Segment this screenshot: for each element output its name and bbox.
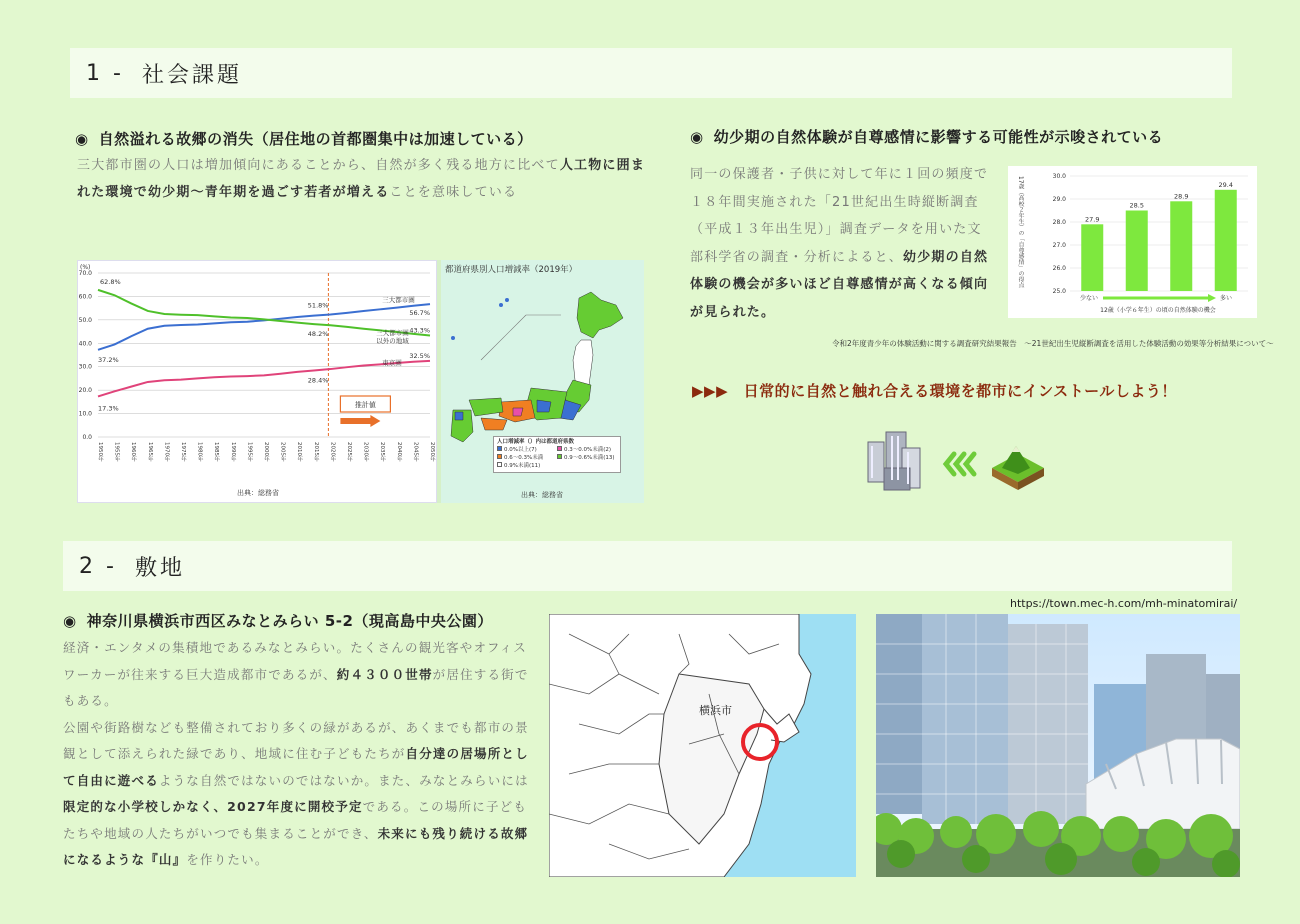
chugoku-shape xyxy=(469,398,503,416)
legend-swatch xyxy=(557,446,562,451)
yokohama-map xyxy=(549,614,856,877)
series-name-b2: 以外の地域 xyxy=(376,336,409,345)
osaka-shape xyxy=(513,408,523,416)
bar-chart-svg xyxy=(1008,166,1257,318)
city-to-mountain-illustration xyxy=(862,428,1052,498)
chart-panel xyxy=(77,260,644,503)
x-tick-label: 2005年 xyxy=(279,442,286,462)
label-mid-b: 48.2% xyxy=(307,330,329,339)
site-p2-bold2: 限定的な小学校しかなく、2027年度に開校予定 xyxy=(63,799,363,814)
site-p1-end: が居住する街でもある。 xyxy=(63,666,529,708)
label-end-a: 56.7% xyxy=(409,309,430,318)
left-heading xyxy=(75,128,533,149)
legend-swatch xyxy=(497,454,502,459)
legend-label: 0.9〜0.6%未満(13) xyxy=(564,455,615,461)
series-line-2 xyxy=(98,361,430,397)
section-2-title: 敷地 xyxy=(134,555,185,581)
y-unit-label: (%) xyxy=(80,264,91,271)
map-legend-item xyxy=(497,462,557,470)
map-legend-item xyxy=(497,454,557,462)
projection-label: 推計値 xyxy=(354,401,376,409)
section-1-number: 1 - xyxy=(86,60,124,86)
section-2-band xyxy=(63,541,1232,591)
label-mid-a: 51.8% xyxy=(307,301,329,310)
bar-value-label: 28.5 xyxy=(1129,201,1144,210)
right-heading-text: 幼少期の自然体験が自尊感情に影響する可能性が示唆されている xyxy=(713,128,1164,146)
legend-label: 0.9%未満(11) xyxy=(504,463,541,469)
legend-swatch xyxy=(497,446,502,451)
chevrons-left-icon xyxy=(946,454,974,474)
bar-chart-source: 令和2年度青少年の体験活動に関する調査研究結果報告 〜21世紀出生児縦断調査を活用した体験活動の効果等分析結果について〜 xyxy=(832,339,1274,348)
x-tick-label: 1950年 xyxy=(97,442,103,462)
x-tick-label: 2015年 xyxy=(312,442,319,462)
site-heading-text: 神奈川県横浜市西区みなとみらい 5-2（現高島中央公園） xyxy=(86,612,493,630)
x-tick-label: 1985年 xyxy=(213,442,220,462)
left-heading-text: 自然溢れる故郷の消失（居住地の首都圏集中は加速している） xyxy=(98,130,533,148)
site-p2-bold: 自分達の居場所として自由に遊べる xyxy=(63,746,529,788)
map-title: 都道府県別人口増減率（2019年） xyxy=(445,265,578,275)
legend-swatch xyxy=(557,454,562,459)
x-tick-label: 1975年 xyxy=(180,442,186,462)
projection-arrow xyxy=(340,415,380,427)
bar-value-label: 29.4 xyxy=(1218,180,1233,189)
bullet-icon: ◉ xyxy=(63,612,77,630)
site-p2: 公園や街路樹なども整備されており多くの緑があるが、あくまでも都市の景観として添えられた緑であり、地域に住む子どもたちが xyxy=(63,719,529,761)
x-arrow-head xyxy=(1208,294,1216,302)
map-legend xyxy=(493,436,621,473)
section-1-title: 社会課題 xyxy=(141,62,242,88)
x-tick-label: 2040年 xyxy=(395,442,402,462)
self-esteem-bar-chart xyxy=(1008,166,1257,318)
label-end-c: 32.5% xyxy=(409,351,430,360)
bar-y-tick: 30.0 xyxy=(1052,173,1066,180)
map-legend-item xyxy=(557,454,617,462)
left-para-1: 三大都市圏の人口は増加傾向にあることから、自然が多く残る地方に比べて xyxy=(77,158,560,173)
hokkaido-shape xyxy=(577,292,623,338)
map-source: 出典：総務省 xyxy=(521,491,563,499)
series-name-b1: 三大都市圏 xyxy=(376,328,409,337)
minatomirai-photo-svg xyxy=(876,614,1240,877)
fukuoka-shape xyxy=(455,412,463,420)
left-paragraph xyxy=(77,152,652,206)
x-tick-label: 2035年 xyxy=(379,442,386,462)
bar-value-label: 28.9 xyxy=(1174,192,1189,201)
x-tick-label: 1970年 xyxy=(163,442,170,462)
x-tick-label: 1980年 xyxy=(196,442,203,462)
bar-y-tick: 29.0 xyxy=(1052,196,1066,203)
minatomirai-photo xyxy=(876,614,1240,877)
bar-y-label: 17歳（高校２年生）の「自尊感情」の得点 xyxy=(1017,176,1023,288)
series-name-a: 三大都市圏 xyxy=(382,296,415,305)
site-paragraph xyxy=(63,635,535,874)
site-p1: 経済・エンタメの集積地であるみなとみらい。たくさんの観光客やオフィスワーカーが往来する巨大造成都市であるが、 xyxy=(63,640,527,682)
x-tick-label: 1965年 xyxy=(146,442,153,462)
label-start-c: 17.3% xyxy=(98,404,119,413)
yokohama-map-svg xyxy=(549,614,856,877)
label-mid-c: 28.4% xyxy=(307,376,329,385)
legend-label: 0.3〜0.0%未満(2) xyxy=(564,447,612,453)
legend-label: 0.6〜0.3%未満 xyxy=(504,455,544,461)
bar xyxy=(1126,211,1148,292)
line-chart-svg xyxy=(78,261,436,502)
right-paragraph xyxy=(690,161,995,326)
y-tick-label: 0.0 xyxy=(82,434,92,441)
left-para-bold: 人工物に囲まれた環境で幼少期〜青年期を過ごす若者が増える xyxy=(77,158,646,200)
x-tick-label: 1960年 xyxy=(130,442,137,462)
mountain-block-icon xyxy=(992,446,1044,490)
legend-label: 0.0%以上(7) xyxy=(504,447,537,453)
y-tick-label: 50.0 xyxy=(78,316,92,324)
bar-y-tick: 26.0 xyxy=(1052,265,1066,272)
map-legend-item xyxy=(497,446,557,454)
map-legend-title: 人口増減率（）内は都道府県数 xyxy=(497,439,575,445)
population-line-chart xyxy=(77,260,437,503)
right-para-bold: 幼少期の自然体験の機会が多いほど自尊感情が高くなる傾向が見られた。 xyxy=(690,249,989,320)
aichi-shape xyxy=(537,400,551,412)
bullet-icon: ◉ xyxy=(690,128,704,146)
bar-y-tick: 28.0 xyxy=(1052,219,1066,226)
bar-x-label: 12歳（小学６年生）の頃の自然体験の機会 xyxy=(1100,307,1216,314)
x-tick-label: 2000年 xyxy=(263,442,269,462)
label-start-a: 37.2% xyxy=(98,355,119,364)
series-name-c: 東京圏 xyxy=(382,359,402,368)
map-divider-line xyxy=(481,315,526,360)
section-1-band xyxy=(70,48,1232,98)
site-p2-end3: を作りたい。 xyxy=(186,852,269,867)
map-legend-items xyxy=(497,446,617,470)
bar xyxy=(1081,224,1103,291)
site-p2-bold3: 未来にも残り続ける故郷になるような『山』 xyxy=(63,825,529,867)
x-tick-label: 2030年 xyxy=(362,442,369,462)
x-tick-label: 2010年 xyxy=(296,442,303,462)
x-tick-label: 2045年 xyxy=(412,442,419,462)
x-tick-label: 1995年 xyxy=(246,442,253,462)
y-tick-label: 40.0 xyxy=(78,340,92,348)
x-tick-label: 1990年 xyxy=(229,442,236,462)
map-legend-item xyxy=(557,446,617,454)
city-buildings-icon xyxy=(868,432,920,490)
x-tick-label: 2050年 xyxy=(429,442,435,462)
japan-map-panel xyxy=(441,260,644,503)
x-low-label: 少ない xyxy=(1079,295,1098,302)
legend-swatch xyxy=(497,462,502,467)
site-heading xyxy=(63,610,493,631)
y-tick-label: 30.0 xyxy=(78,363,92,371)
okinawa-dot-3 xyxy=(451,336,455,340)
bar-y-tick: 25.0 xyxy=(1052,288,1066,295)
site-p1-bold: 約４３００世帯 xyxy=(336,666,433,682)
x-tick-label: 1955年 xyxy=(113,442,120,462)
y-tick-label: 70.0 xyxy=(78,270,92,277)
bullet-icon: ◉ xyxy=(75,130,89,148)
okinawa-dot-2 xyxy=(505,298,509,302)
x-high-label: 多い xyxy=(1220,295,1233,302)
bar-value-label: 27.9 xyxy=(1085,215,1100,224)
label-start-b: 62.8% xyxy=(100,277,121,286)
bar xyxy=(1215,190,1237,291)
left-para-2: ことを意味している xyxy=(389,185,518,200)
section-2-number: 2 - xyxy=(79,553,117,579)
site-p2-end: ような自然ではないのではないか。また、みなとみらいには xyxy=(158,772,529,788)
y-tick-label: 10.0 xyxy=(78,410,92,418)
y-tick-label: 60.0 xyxy=(78,293,92,301)
map-city-label: 横浜市 xyxy=(699,704,732,717)
line-chart-source: 出典：総務省 xyxy=(237,489,279,497)
source-url[interactable]: https://town.mec-h.com/mh-minatomirai/ xyxy=(1010,597,1238,610)
right-para-1: 同一の保護者・子供に対して年に１回の頻度で１８年間実施された「21世紀出生時縦断調査（平成１３年出生児）」調査データを用いた文部科学省の調査・分析によると、 xyxy=(690,167,989,265)
right-heading xyxy=(690,126,1163,147)
install-slogan: ▶▶▶ 日常的に自然と触れ合える環境を都市にインストールしよう！ xyxy=(692,382,1177,400)
label-end-b: 43.3% xyxy=(409,326,430,335)
y-tick-label: 20.0 xyxy=(78,387,92,395)
site-p2-end2: である。この場所に子どもたちや地域の人たちがいつでも集まることができ、 xyxy=(63,799,528,841)
x-tick-label: 2020年 xyxy=(329,442,336,462)
tower-2 xyxy=(922,614,1008,824)
x-tick-label: 2025年 xyxy=(346,442,352,462)
okinawa-dot xyxy=(499,303,503,307)
bar xyxy=(1170,201,1192,291)
shikoku-shape xyxy=(481,418,507,430)
bar-y-tick: 27.0 xyxy=(1052,242,1066,249)
